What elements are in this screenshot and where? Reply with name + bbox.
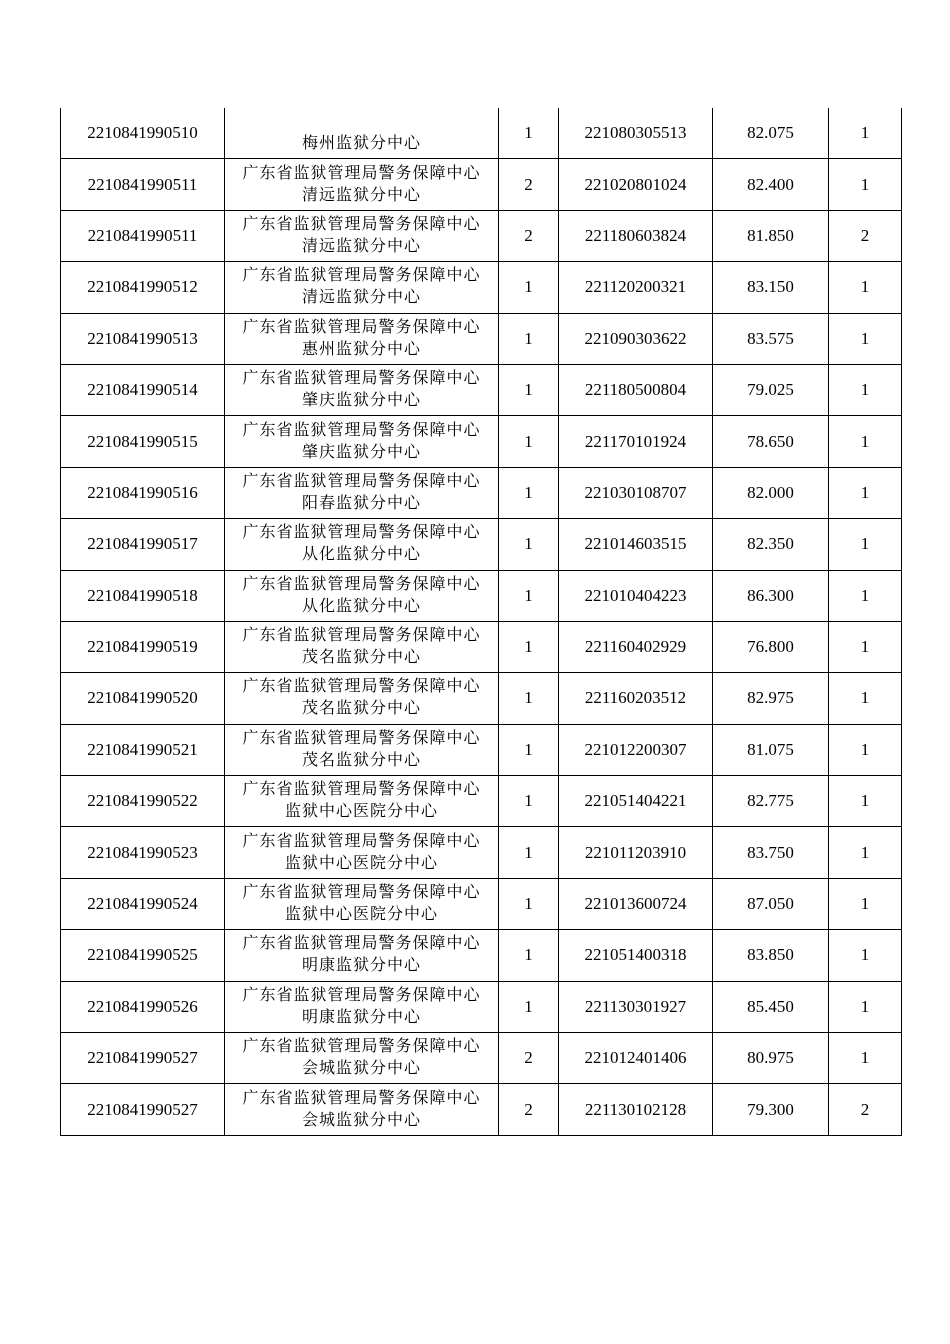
unit-name-cell <box>225 570 499 621</box>
unit-name-line1: 广东省监狱管理局警务保障中心 <box>242 318 481 336</box>
rank-cell: 1 <box>829 570 902 621</box>
score-cell: 83.750 <box>713 827 829 878</box>
table-row <box>61 981 902 1032</box>
unit-name-line2: 会城监狱分中心 <box>301 1060 421 1078</box>
unit-name-cell <box>225 467 499 518</box>
table-row <box>61 313 902 364</box>
unit-name-line1: 广东省监狱管理局警务保障中心 <box>242 421 481 439</box>
rank-cell: 1 <box>829 416 902 467</box>
score-cell: 76.800 <box>713 621 829 672</box>
unit-name-line2: 监狱中心医院分中心 <box>284 854 438 872</box>
quota-cell: 1 <box>499 364 559 415</box>
table-row <box>61 621 902 672</box>
unit-name-line1: 广东省监狱管理局警务保障中心 <box>242 627 481 645</box>
unit-name-line2: 明康监狱分中心 <box>301 1008 421 1026</box>
position-code-cell: 2210841990511 <box>61 159 225 210</box>
table-row <box>61 364 902 415</box>
quota-cell: 1 <box>499 724 559 775</box>
quota-cell: 1 <box>499 673 559 724</box>
quota-cell: 1 <box>499 621 559 672</box>
table-row <box>61 262 902 313</box>
unit-name-line1: 广东省监狱管理局警务保障中心 <box>242 832 481 850</box>
quota-cell: 2 <box>499 1033 559 1084</box>
rank-cell: 2 <box>829 210 902 261</box>
quota-cell: 1 <box>499 981 559 1032</box>
unit-name-cell <box>225 364 499 415</box>
unit-name-cell <box>225 673 499 724</box>
exam-number-cell: 221180603824 <box>559 210 713 261</box>
unit-name-line1: 广东省监狱管理局警务保障中心 <box>242 370 481 388</box>
unit-name-line2: 明康监狱分中心 <box>301 957 421 975</box>
position-code-cell: 2210841990523 <box>61 827 225 878</box>
unit-name-line2: 监狱中心医院分中心 <box>284 803 438 821</box>
quota-cell: 1 <box>499 108 559 159</box>
unit-name-line2: 茂名监狱分中心 <box>301 649 421 667</box>
unit-name-line1: 广东省监狱管理局警务保障中心 <box>242 781 481 799</box>
score-cell: 82.350 <box>713 519 829 570</box>
rank-cell: 1 <box>829 519 902 570</box>
unit-name-line2: 梅州监狱分中心 <box>301 135 421 153</box>
position-code-cell: 2210841990527 <box>61 1033 225 1084</box>
position-code-cell: 2210841990520 <box>61 673 225 724</box>
unit-name-cell <box>225 159 499 210</box>
exam-number-cell: 221030108707 <box>559 467 713 518</box>
unit-name-line1: 广东省监狱管理局警务保障中心 <box>242 267 481 285</box>
unit-name-line2: 惠州监狱分中心 <box>301 340 421 358</box>
exam-number-cell: 221011203910 <box>559 827 713 878</box>
unit-name-line1: 广东省监狱管理局警务保障中心 <box>242 215 481 233</box>
position-code-cell: 2210841990515 <box>61 416 225 467</box>
quota-cell: 1 <box>499 570 559 621</box>
position-code-cell: 2210841990521 <box>61 724 225 775</box>
exam-number-cell: 221080305513 <box>559 108 713 159</box>
unit-name-cell <box>225 981 499 1032</box>
table-row <box>61 519 902 570</box>
table-row <box>61 724 902 775</box>
position-code-cell: 2210841990513 <box>61 313 225 364</box>
position-code-cell: 2210841990527 <box>61 1084 225 1135</box>
position-code-cell: 2210841990518 <box>61 570 225 621</box>
unit-name-line1: 广东省监狱管理局警务保障中心 <box>242 524 481 542</box>
unit-name-line2: 清远监狱分中心 <box>301 186 421 204</box>
unit-name-line2: 清远监狱分中心 <box>301 237 421 255</box>
score-cell: 79.025 <box>713 364 829 415</box>
rank-cell: 1 <box>829 108 902 159</box>
quota-cell: 1 <box>499 827 559 878</box>
score-cell: 86.300 <box>713 570 829 621</box>
unit-name-cell <box>225 210 499 261</box>
quota-cell: 1 <box>499 467 559 518</box>
unit-name-line2: 会城监狱分中心 <box>301 1111 421 1129</box>
score-cell: 83.150 <box>713 262 829 313</box>
exam-number-cell: 221180500804 <box>559 364 713 415</box>
rank-cell: 1 <box>829 621 902 672</box>
rank-cell: 1 <box>829 467 902 518</box>
table-row <box>61 1084 902 1135</box>
exam-number-cell: 221130301927 <box>559 981 713 1032</box>
exam-number-cell: 221012401406 <box>559 1033 713 1084</box>
exam-number-cell: 221170101924 <box>559 416 713 467</box>
table-row <box>61 930 902 981</box>
score-cell: 87.050 <box>713 878 829 929</box>
position-code-cell: 2210841990524 <box>61 878 225 929</box>
rank-cell: 2 <box>829 1084 902 1135</box>
rank-cell: 1 <box>829 673 902 724</box>
score-cell: 82.000 <box>713 467 829 518</box>
exam-number-cell: 221020801024 <box>559 159 713 210</box>
unit-name-line1: 广东省监狱管理局警务保障中心 <box>242 935 481 953</box>
score-cell: 78.650 <box>713 416 829 467</box>
unit-name-line1: 广东省监狱管理局警务保障中心 <box>242 678 481 696</box>
exam-number-cell: 221160203512 <box>559 673 713 724</box>
table-row <box>61 1033 902 1084</box>
quota-cell: 1 <box>499 776 559 827</box>
position-code-cell: 2210841990512 <box>61 262 225 313</box>
exam-number-cell: 221130102128 <box>559 1084 713 1135</box>
unit-name-cell <box>225 827 499 878</box>
score-cell: 83.850 <box>713 930 829 981</box>
table-row <box>61 673 902 724</box>
position-code-cell: 2210841990511 <box>61 210 225 261</box>
score-cell: 83.575 <box>713 313 829 364</box>
quota-cell: 2 <box>499 159 559 210</box>
unit-name-line2: 清远监狱分中心 <box>301 289 421 307</box>
position-code-cell: 2210841990519 <box>61 621 225 672</box>
rank-cell: 1 <box>829 981 902 1032</box>
quota-cell: 1 <box>499 878 559 929</box>
position-code-cell: 2210841990525 <box>61 930 225 981</box>
score-cell: 85.450 <box>713 981 829 1032</box>
unit-name-cell <box>225 313 499 364</box>
unit-name-cell <box>225 1033 499 1084</box>
results-table-body <box>61 108 902 1135</box>
score-cell: 82.075 <box>713 108 829 159</box>
unit-name-cell <box>225 416 499 467</box>
quota-cell: 2 <box>499 1084 559 1135</box>
score-cell: 81.075 <box>713 724 829 775</box>
quota-cell: 2 <box>499 210 559 261</box>
unit-name-line2: 从化监狱分中心 <box>301 546 421 564</box>
unit-name-cell <box>225 930 499 981</box>
table-row <box>61 159 902 210</box>
rank-cell: 1 <box>829 930 902 981</box>
table-row <box>61 827 902 878</box>
score-cell: 80.975 <box>713 1033 829 1084</box>
score-cell: 82.775 <box>713 776 829 827</box>
exam-number-cell: 221051400318 <box>559 930 713 981</box>
exam-number-cell: 221014603515 <box>559 519 713 570</box>
position-code-cell: 2210841990526 <box>61 981 225 1032</box>
position-code-cell: 2210841990522 <box>61 776 225 827</box>
score-cell: 81.850 <box>713 210 829 261</box>
rank-cell: 1 <box>829 262 902 313</box>
exam-number-cell: 221051404221 <box>559 776 713 827</box>
unit-name-line2: 茂名监狱分中心 <box>301 700 421 718</box>
exam-number-cell: 221012200307 <box>559 724 713 775</box>
unit-name-line2: 阳春监狱分中心 <box>301 494 421 512</box>
results-table <box>60 108 902 1136</box>
rank-cell: 1 <box>829 159 902 210</box>
rank-cell: 1 <box>829 776 902 827</box>
rank-cell: 1 <box>829 724 902 775</box>
unit-name-cell <box>225 878 499 929</box>
quota-cell: 1 <box>499 262 559 313</box>
table-row <box>61 570 902 621</box>
exam-number-cell: 221010404223 <box>559 570 713 621</box>
quota-cell: 1 <box>499 416 559 467</box>
unit-name-cell <box>225 724 499 775</box>
rank-cell: 1 <box>829 1033 902 1084</box>
unit-name-line2: 茂名监狱分中心 <box>301 751 421 769</box>
unit-name-line1: 广东省监狱管理局警务保障中心 <box>242 729 481 747</box>
exam-number-cell: 221013600724 <box>559 878 713 929</box>
exam-number-cell: 221120200321 <box>559 262 713 313</box>
unit-name-line1: 广东省监狱管理局警务保障中心 <box>242 164 481 182</box>
rank-cell: 1 <box>829 878 902 929</box>
table-row <box>61 467 902 518</box>
unit-name-line1: 广东省监狱管理局警务保障中心 <box>242 575 481 593</box>
unit-name-cell <box>225 776 499 827</box>
position-code-cell: 2210841990510 <box>61 108 225 159</box>
position-code-cell: 2210841990516 <box>61 467 225 518</box>
unit-name-line1: 广东省监狱管理局警务保障中心 <box>242 1089 481 1107</box>
quota-cell: 1 <box>499 930 559 981</box>
score-cell: 82.975 <box>713 673 829 724</box>
unit-name-line1: 广东省监狱管理局警务保障中心 <box>242 986 481 1004</box>
exam-number-cell: 221160402929 <box>559 621 713 672</box>
exam-number-cell: 221090303622 <box>559 313 713 364</box>
unit-name-line2: 监狱中心医院分中心 <box>284 906 438 924</box>
table-row <box>61 878 902 929</box>
quota-cell: 1 <box>499 519 559 570</box>
rank-cell: 1 <box>829 364 902 415</box>
position-code-cell: 2210841990517 <box>61 519 225 570</box>
unit-name-line2: 肇庆监狱分中心 <box>301 392 421 410</box>
position-code-cell: 2210841990514 <box>61 364 225 415</box>
unit-name-line1 <box>225 111 498 133</box>
rank-cell: 1 <box>829 313 902 364</box>
unit-name-line1: 广东省监狱管理局警务保障中心 <box>242 884 481 902</box>
unit-name-cell <box>225 108 499 159</box>
unit-name-line2: 肇庆监狱分中心 <box>301 443 421 461</box>
rank-cell: 1 <box>829 827 902 878</box>
quota-cell: 1 <box>499 313 559 364</box>
unit-name-cell <box>225 262 499 313</box>
table-row <box>61 416 902 467</box>
unit-name-line2: 从化监狱分中心 <box>301 597 421 615</box>
unit-name-cell <box>225 519 499 570</box>
score-cell: 79.300 <box>713 1084 829 1135</box>
unit-name-line1: 广东省监狱管理局警务保障中心 <box>242 1038 481 1056</box>
table-row <box>61 210 902 261</box>
table-row <box>61 776 902 827</box>
unit-name-cell <box>225 621 499 672</box>
unit-name-cell <box>225 1084 499 1135</box>
score-cell: 82.400 <box>713 159 829 210</box>
table-row <box>61 108 902 159</box>
unit-name-line1: 广东省监狱管理局警务保障中心 <box>242 472 481 490</box>
